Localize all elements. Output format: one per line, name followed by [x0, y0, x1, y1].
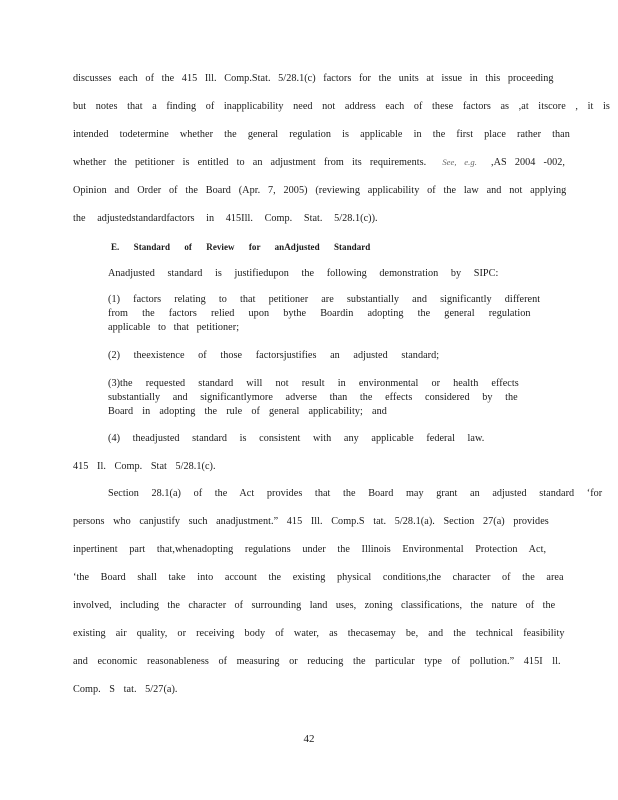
para1-line-6: the adjustedstandardfactors in 415Ill. Comp. Stat. 5/28.1(c)). — [73, 213, 378, 224]
para2-line-2: persons who canjustify such anadjustment.” 415 Ill. Comp.S tat. 5/28.1(a). Section 27(a) provides — [73, 516, 549, 527]
item-3-line-2: substantially and significantlymore adverse than the effects considered by the — [108, 392, 518, 403]
para1-line-5: Opinion and Order of the Board (Apr. 7, 2005) (reviewing applicability of the law and not applying — [73, 185, 567, 196]
section-heading: E. Standard of Review for anAdjusted Standard — [111, 242, 371, 252]
item-2: (2) theexistence of those factorsjustifies an adjusted standard; — [108, 350, 440, 361]
statute-citation: 415 Il. Comp. Stat 5/28.1(c). — [73, 461, 216, 472]
para2-line-1: Section 28.1(a) of the Act provides that the Board may grant an adjusted standard ‘for — [108, 488, 603, 499]
para1-line-4-text: whether the petitioner is entitled to an adjustment from its requirements. — [73, 157, 427, 168]
item-3-line-1: (3)the requested standard will not result in environmental or health effects — [108, 378, 519, 389]
para2-line-7: and economic reasonableness of measuring or reducing the particular type of pollution.” 415I ll. — [73, 656, 561, 667]
item-1-line-2: from the factors relied upon bythe Boardin adopting the general regulation — [108, 308, 531, 319]
para2-line-3: inpertinent part that,whenadopting regulations under the Illinois Environmental Protection Act, — [73, 544, 547, 555]
item-1-line-1: (1) factors relating to that petitioner are substantially and significantly different — [108, 294, 541, 305]
para2-line-4: ‘the Board shall take into account the existing physical conditions,the character of the area — [73, 572, 564, 583]
item-1-line-3: applicable to that petitioner; — [108, 322, 240, 333]
para1-line-1: discusses each of the 415 Ill. Comp.Stat. 5/28.1(c) factors for the units at issue in this proceeding — [73, 73, 554, 84]
intro-sentence: Anadjusted standard is justifiedupon the following demonstration by SIPC: — [108, 268, 499, 279]
para2-line-5: involved, including the character of surrounding land uses, zoning classifications, the nature of the — [73, 600, 556, 611]
citation-as-number: ,AS 2004 -002, — [491, 157, 565, 168]
para1-line-4 — [73, 157, 565, 168]
para2-line-8: Comp. S tat. 5/27(a). — [73, 684, 178, 695]
citation-see-eg: See, e.g. — [442, 157, 477, 167]
para2-line-6: existing air quality, or receiving body of water, as thecasemay be, and the technical feasibility — [73, 628, 565, 639]
para1-line-2: but notes that a finding of inapplicability need not address each of these factors as ,at itscore , it is — [73, 101, 610, 112]
para1-line-3: intended todetermine whether the general regulation is applicable in the first place rather than — [73, 129, 570, 140]
item-4: (4) theadjusted standard is consistent with any applicable federal law. — [108, 433, 485, 444]
page-number: 42 — [303, 733, 315, 745]
item-3-line-3: Board in adopting the rule of general applicability; and — [108, 406, 387, 417]
